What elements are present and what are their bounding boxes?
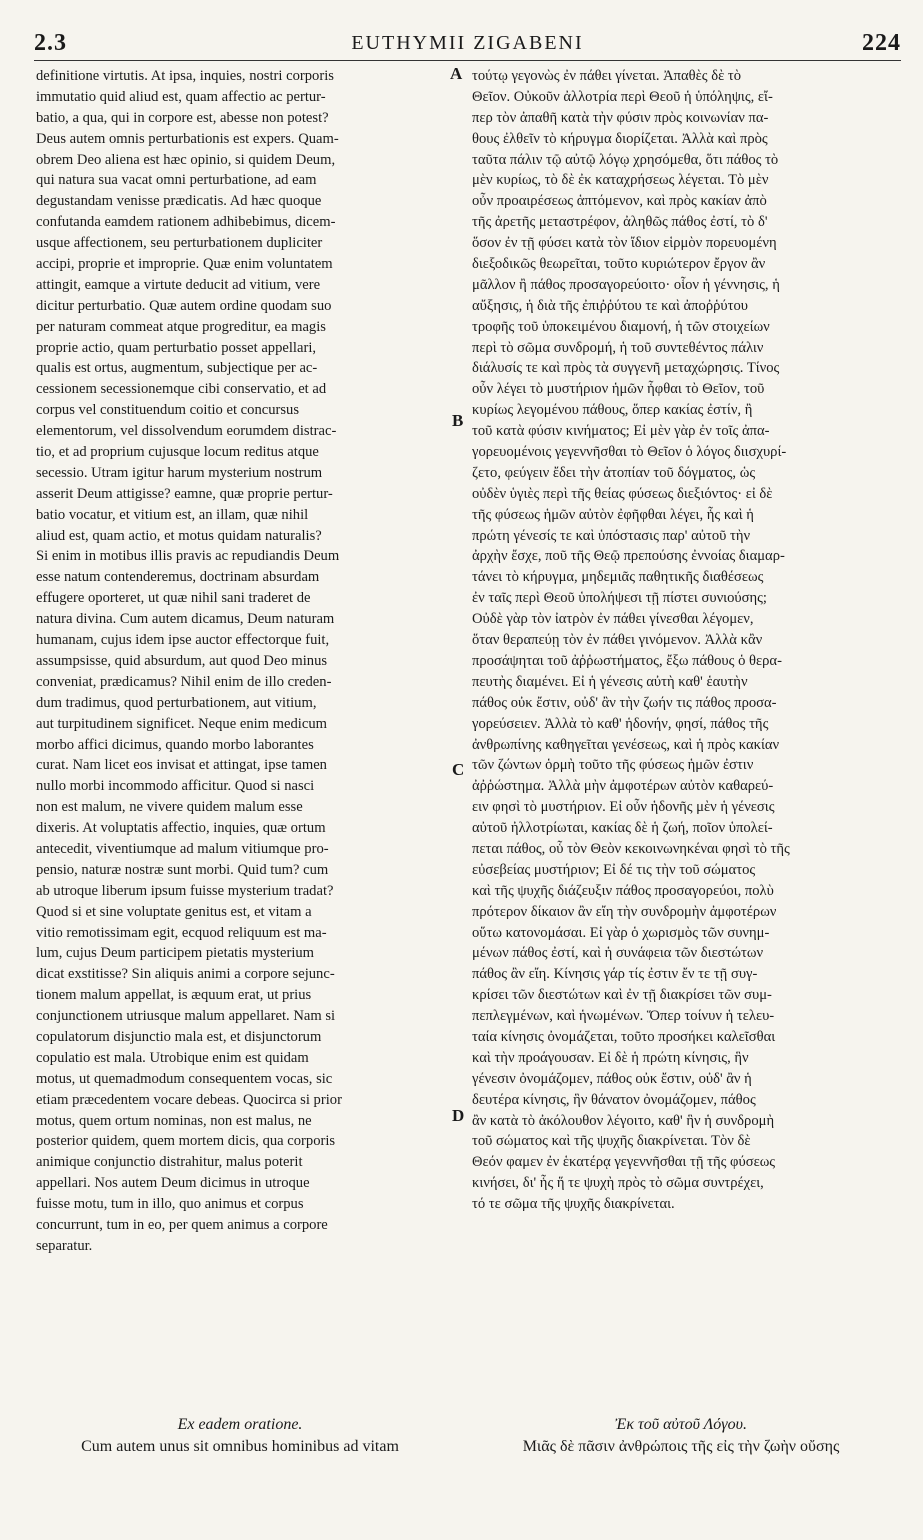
greek-text-line: ἀῤῥώστημα. Ἀλλὰ μὴν ἀμφοτέρων αὐτὸν καθαρεύ- <box>472 778 774 795</box>
margin-marker-d: D <box>452 1106 465 1125</box>
latin-text-line: degustandam venisse prædicatis. Ad hæc quoque <box>36 193 322 210</box>
latin-text-line: assumpsisse, quid absurdum, aut quod Deo minus <box>36 652 328 669</box>
latin-text-line: accipi, proprie et improprie. Quæ enim voluntatem <box>36 256 333 273</box>
latin-text-line: proprie actio, quam perturbatio posset appellari, <box>36 339 317 356</box>
latin-text-line: definitione virtutis. At ipsa, inquies, nostri corporis <box>36 68 334 84</box>
latin-text-line: aliud est, quam actio, et motus quidam naturalis? <box>36 527 322 544</box>
latin-text-line: per naturam commeat atque progreditur, ea magis <box>36 318 326 335</box>
latin-text-line: immutatio quid aliud est, quam affectio ac pertur- <box>36 88 326 105</box>
greek-text-line: γορεύσειεν. Ἀλλὰ τὸ καθ' ἡδονήν, φησί, πάθος τῆς <box>472 715 769 732</box>
latin-text-line: motus, quem ortum nominas, non est malus, ne <box>36 1112 312 1129</box>
latin-text-line: tio, et ad proprium cujusque locum reditus atque <box>36 444 319 461</box>
greek-text-line: πάθος ἂν εἴη. Κίνησις γάρ τίς ἐστιν ἔν τε τῇ συγ- <box>472 966 758 983</box>
greek-text-line: ειν φησὶ τὸ μυστήριον. Εἰ οὖν ἡδονῆς μὲν ἡ γένεσις <box>472 799 775 816</box>
latin-text-line: Si enim in motibus illis pravis ac repudiandis Deum <box>36 548 340 565</box>
latin-text-line: dum tradimus, quod perturbationem, aut vitium, <box>36 694 317 711</box>
latin-text-line: pensio, naturæ nostræ sunt morbi. Quid tum? cum <box>36 861 329 878</box>
margin-marker-b: B <box>452 411 464 430</box>
latin-text-line: non est malum, ne vivere quidem malum esse <box>36 799 303 816</box>
greek-text-line: τροφῆς τοῦ ὑποκειμένου διαμονή, ἡ τῶν στοιχείων <box>472 318 770 335</box>
latin-text-line: etiam præcedentem vocare debeas. Quocirca si prior <box>36 1091 342 1108</box>
greek-closing-line: Μιᾶς δὲ πᾶσιν ἀνθρώποις τῆς εἰς τὴν ζωὴν οὔσης <box>522 1438 840 1455</box>
greek-text-line: κινήσει, δι' ἧς ἥ τε ψυχὴ πρὸς τὸ σῶμα συντρέχει, <box>472 1175 764 1192</box>
header-rule <box>34 60 901 61</box>
latin-text-line: copulatorum disjunctio mala est, et disjunctorum <box>36 1028 322 1045</box>
latin-text-line: motus, ut quemadmodum consequentem vocas, sic <box>36 1070 333 1087</box>
greek-text-line: πεται πάθος, οὗ τὸν Θεὸν κεκοινωνηκέναι φησὶ τὸ τῆς <box>472 840 790 857</box>
latin-text-line: confutanda eamdem rationem adhibebimus, dicem- <box>36 214 336 231</box>
latin-text-line: effugere oporteret, ut quæ nihil sani traderet de <box>36 590 311 607</box>
latin-text-line: dicitur perturbatio. Quæ autem ordine quodam suo <box>36 297 332 314</box>
latin-text-line: curat. Nam licet eos invisat et attingat, ipse tamen <box>36 757 327 774</box>
latin-text-line: corpus vel constituendum coitio et concursus <box>36 402 300 419</box>
margin-marker-a: A <box>450 64 463 83</box>
greek-text-line: εὐσεβείας μυστήριον; Εἰ δέ τις τὴν τοῦ σώματος <box>472 861 756 878</box>
latin-text-line: antecedit, viventiumque ad malum vitiumque pro- <box>36 840 329 857</box>
greek-text-line: οὐδὲν ὑγιὲς περὶ τῆς θείας φύσεως διεξιόντος· εἰ δὲ <box>472 485 773 502</box>
greek-text-line: γορευομένοις γεγεννῆσθαι τὸ Θεῖον ὁ λόγος διισχυρί- <box>472 444 787 461</box>
running-title: EUTHYMII ZIGABENI <box>351 32 584 54</box>
latin-text-line: obrem Deo aliena est hæc opinio, si quidem Deum, <box>36 151 336 168</box>
greek-text-line: ὅσον ἐν τῇ φύσει κατὰ τὸν ἴδιον εἱρμὸν πορευομένη <box>472 235 777 252</box>
latin-text-line: qualis est ortus, augmentum, subjectique per ac- <box>36 360 318 377</box>
latin-text-line: asserit Deum attigisse? eamne, quæ proprie pertur- <box>36 485 333 502</box>
greek-text-line: τῆς φύσεως ἡμῶν αὐτὸν ἐφῆφθαι λέγει, ἧς καὶ ἡ <box>472 506 754 523</box>
latin-text-line: ab utroque liberum ipsum fuisse mysterium tradat? <box>36 882 334 899</box>
latin-text-line: humanam, cujus idem ipse auctor effectorque fuit, <box>36 632 330 649</box>
greek-text-line: οὖν λέγει τὸ μυστήριον ἡμῶν ἧφθαι τὸ Θεῖον, τοῦ <box>472 381 765 398</box>
latin-text-line: cessionem secessionemque cibi conservatio, et ad <box>36 381 327 398</box>
greek-text-line: κυρίως λεγομένου πάθους, ὅπερ κακίας ἐστίν, ἢ <box>472 402 753 419</box>
latin-text-line: concurrunt, tum in eo, per quem animus a corpore <box>36 1216 328 1233</box>
latin-text-line: separatur. <box>36 1237 93 1254</box>
greek-text-line: περ τὸν ἀπαθῆ κατὰ τὴν φύσιν πρὸς κοινωνίαν πα- <box>472 109 769 126</box>
latin-text-line: conveniat, prædicamus? Nihil enim de illo creden- <box>36 673 332 690</box>
greek-text-line: Οὐδὲ γὰρ τὸν ἰατρὸν ἐν πάθει γίνεσθαι λέγομεν, <box>472 611 754 628</box>
greek-text-line: δευτέρα κίνησις, ἣν θάνατον ὀνομάζομεν, πάθος <box>472 1091 756 1108</box>
greek-text-line: πευτὴς διαμένει. Εἰ ἡ γένεσις αὐτὴ καθ' ἑαυτὴν <box>472 673 748 690</box>
latin-column <box>36 66 444 1257</box>
latin-text-line: batio vocatur, et vitium est, an illam, quæ nihil <box>36 506 309 523</box>
latin-text-line: copulatio est mala. Utrobique enim est quidam <box>36 1049 309 1066</box>
latin-text-line: elementorum, vel dissolvendum eorumdem distrac- <box>36 423 337 440</box>
greek-text-line: μᾶλλον ἢ πάθος προσαγορεύοιτο· οἷον ἡ γέννησις, ἡ <box>472 276 780 293</box>
greek-text-line: πεπλεγμένων, καὶ ἡνωμένων. Ὅπερ τοίνυν ἡ τελευ- <box>472 1008 775 1025</box>
greek-text-line: ἐν ταῖς περὶ Θεοῦ ὑπολήψεσι τῇ πίστει συνιούσης; <box>472 590 767 607</box>
latin-text-line: posterior quidem, quem mortem dicis, qua corporis <box>36 1133 336 1150</box>
greek-text-line: ζετο, φεύγειν ἔδει τὴν ἀτοπίαν τοῦ δόγματος, ὡς <box>472 464 756 481</box>
latin-text-line: tionem malum appellat, is æquum erat, ut prius <box>36 987 312 1004</box>
greek-text-line: Θεόν φαμεν ἐν ἑκατέρᾳ γεγεννῆσθαι τῇ τῆς φύσεως <box>472 1154 776 1171</box>
latin-subheading: Ex eadem oratione. <box>177 1416 303 1433</box>
latin-text-line: morbo affici dicimus, quando morbo laborantes <box>36 736 314 753</box>
latin-text-line: lum, cujus Deum participem pietatis mysterium <box>36 945 315 962</box>
latin-text-line: dicat exstitisse? Sin aliquis animi a corpore sejunc- <box>36 966 335 983</box>
greek-text-line: οὖν προαιρέσεως ἁπτόμενον, καὶ πρὸς κακίαν ἀπὸ <box>472 193 767 210</box>
greek-text-line: μὲν κυρίως, τὸ δὲ ἐκ καταχρήσεως λέγεται. Τὸ μὲν <box>472 172 769 189</box>
latin-text-line: natura divina. Cum autem dicamus, Deum naturam <box>36 611 335 628</box>
latin-text-line: nullo morbi incommodo afficitur. Quod si nasci <box>36 778 315 795</box>
greek-text-line: μένων πάθος ἐστί, καὶ ἡ συνάφεια τῶν διεστώτων <box>472 945 764 962</box>
greek-text-line: θους ἐλθεῖν τὸ κήρυγμα διορίζεται. Ἀλλὰ καὶ πρὸς <box>472 130 768 147</box>
greek-text-line: τοῦ κατὰ φύσιν κινήματος; Εἰ μὲν γὰρ ἐν τοῖς ἀπα- <box>472 423 770 440</box>
greek-text-line: καὶ τὴν προάγουσαν. Εἰ δὲ ἡ πρώτη κίνησις, ἣν <box>472 1049 749 1066</box>
greek-text-line: διάλυσίς τε καὶ πρὸς τὰ συγγενῆ μεταχώρησις. Τίνος <box>472 360 780 377</box>
greek-text-line: κρίσει τῶν διεστώτων καὶ ἐν τῇ διακρίσει τῶν συμ- <box>472 987 772 1004</box>
greek-text-line: διεξοδικῶς θεωρεῖται, τοῦτο κυριώτερον ἔργον ἂν <box>472 256 766 273</box>
greek-text-line: τοῦ σώματος καὶ τῆς ψυχῆς διακρίνεται. Τὸν δὲ <box>472 1133 751 1150</box>
greek-text-line: τῶν ζώντων ὁρμὴ τοῦτο τῆς φύσεως ἡμῶν ἐστιν <box>472 757 754 774</box>
greek-text-line: περὶ τὸ σῶμα συνδρομή, ἡ τοῦ συντεθέντος πάλιν <box>472 339 764 356</box>
greek-text-line: ἀνθρωπίνης καθηγεῖται γενέσεως, καὶ ἡ πρὸς κακίαν <box>472 736 780 753</box>
greek-text-line: πάθος οὐκ ἔστιν, οὐδ' ἂν τὴν ζωήν τις πάθος προσα- <box>472 694 777 711</box>
greek-text-line: αὔξησις, ἡ διὰ τῆς ἐπιῤῥύτου τε καὶ ἀποῤῥύτου <box>472 297 749 314</box>
latin-text-line: appellari. Nos autem Deum dicimus in utroque <box>36 1175 310 1192</box>
latin-closing-line: Cum autem unus sit omnibus hominibus ad vitam <box>81 1438 399 1455</box>
greek-text-line: Θεῖον. Οὐκοῦν ἀλλοτρία περὶ Θεοῦ ἡ ὑπόληψις, εἴ- <box>472 88 773 105</box>
latin-text-line: vitio remotissimam egit, ecquod reliquum est ma- <box>36 924 327 941</box>
latin-text-line: qui natura sua vacat omni perturbatione, ad eam <box>36 172 317 189</box>
greek-text-line: ὅταν θεραπεύῃ τὸν ἐν πάθει γινόμενον. Ἀλλὰ κἂν <box>472 632 763 649</box>
latin-text-line: usque affectionem, seu perturbationem dupliciter <box>36 235 323 252</box>
greek-column <box>472 66 890 1215</box>
greek-text-line: τῆς ἀρετῆς μεταστρέφον, ἀληθῶς πάθος ἐστί, τὸ δ' <box>472 214 768 231</box>
latin-text-line: dixeris. At voluptatis affectio, inquies, quæ ortum <box>36 820 326 837</box>
latin-text-line: aut turpitudinem significet. Neque enim medicum <box>36 715 327 732</box>
greek-text-line: ταία κίνησις ὀνομάζεται, τοῦτο προσήκει καλεῖσθαι <box>472 1028 776 1045</box>
running-header <box>34 30 901 60</box>
greek-text-line: οὕτω κατονομάσαι. Εἰ γὰρ ὁ χωρισμὸς τῶν συνημ- <box>472 924 770 941</box>
greek-text-line: αὐτοῦ ἠλλοτρίωται, κακίας δὲ ἡ ζωή, ποῖον ὑπολεί- <box>472 820 773 837</box>
margin-marker-c: C <box>452 760 465 779</box>
greek-subheading: Ἐκ τοῦ αὐτοῦ Λόγου. <box>615 1416 747 1433</box>
greek-text-line: γένεσιν ὀνομάζομεν, πάθος οὐκ ἔστιν, οὐδ' ἂν ἡ <box>472 1070 752 1087</box>
greek-text-line: τό τε σῶμα τῆς ψυχῆς διακρίνεται. <box>472 1196 675 1213</box>
latin-text-line: esse natum contenderemus, doctrinam absurdam <box>36 569 320 586</box>
greek-text-line: πρότερον δίκαιον ἂν εἴη τὴν συνδρομὴν ἀμφοτέρων <box>472 903 777 920</box>
greek-text-line: τάνει τὸ κήρυγμα, μηδεμιᾶς παθητικῆς διαθέσεως <box>472 569 764 586</box>
latin-text-line: Deus autem omnis perturbationis est expers. Quam- <box>36 130 339 147</box>
greek-text-line: πρώτη γένεσίς τε καὶ ὑπόστασις παρ' αὐτοῦ τὴν <box>472 527 751 544</box>
latin-text-line: batio, a qua, qui in corpore est, abesse non potest? <box>36 109 329 126</box>
greek-text-line: ταῦτα πάλιν τῷ αὐτῷ λόγῳ χρησόμεθα, ὅτι πάθος τὸ <box>472 151 779 168</box>
latin-text-line: animique conjunctio distrahitur, malus poterit <box>36 1154 303 1171</box>
page-number-left: 2.3 <box>34 30 67 56</box>
greek-text-line: ἀρχὴν ἔσχε, ποῦ τῆς Θεῷ πρεπούσης ἐννοίας διαμαρ- <box>472 548 785 565</box>
greek-text-line: ἂν κατὰ τὸ ἀκόλουθον λέγοιτο, καθ' ἣν ἡ συνδρομὴ <box>472 1112 775 1129</box>
latin-text-line: attingit, eamque a virtute deducit ad vitium, vere <box>36 276 321 293</box>
latin-text-line: Quod si et sine voluptate genitus est, et vitam a <box>36 903 312 920</box>
page-number-right: 224 <box>862 30 901 56</box>
greek-text-line: προσάψηται τοῦ ἀῤῥωστήματος, ἔξω πάθους ὁ θερα- <box>472 652 782 669</box>
latin-text-line: conjunctionem utriusque malum appellaret. Nam si <box>36 1008 336 1025</box>
greek-text-line: τούτῳ γεγονὼς ἐν πάθει γίνεται. Ἀπαθὲς δὲ τὸ <box>472 68 742 84</box>
latin-text-line: fuisse motu, tum in illo, quo animus et corpus <box>36 1196 304 1213</box>
latin-text-line: secessio. Utram igitur harum mysterium nostrum <box>36 464 323 481</box>
greek-text-line: καὶ τῆς ψυχῆς διάζευξιν πάθος προσαγορεύοι, πολὺ <box>472 882 774 899</box>
